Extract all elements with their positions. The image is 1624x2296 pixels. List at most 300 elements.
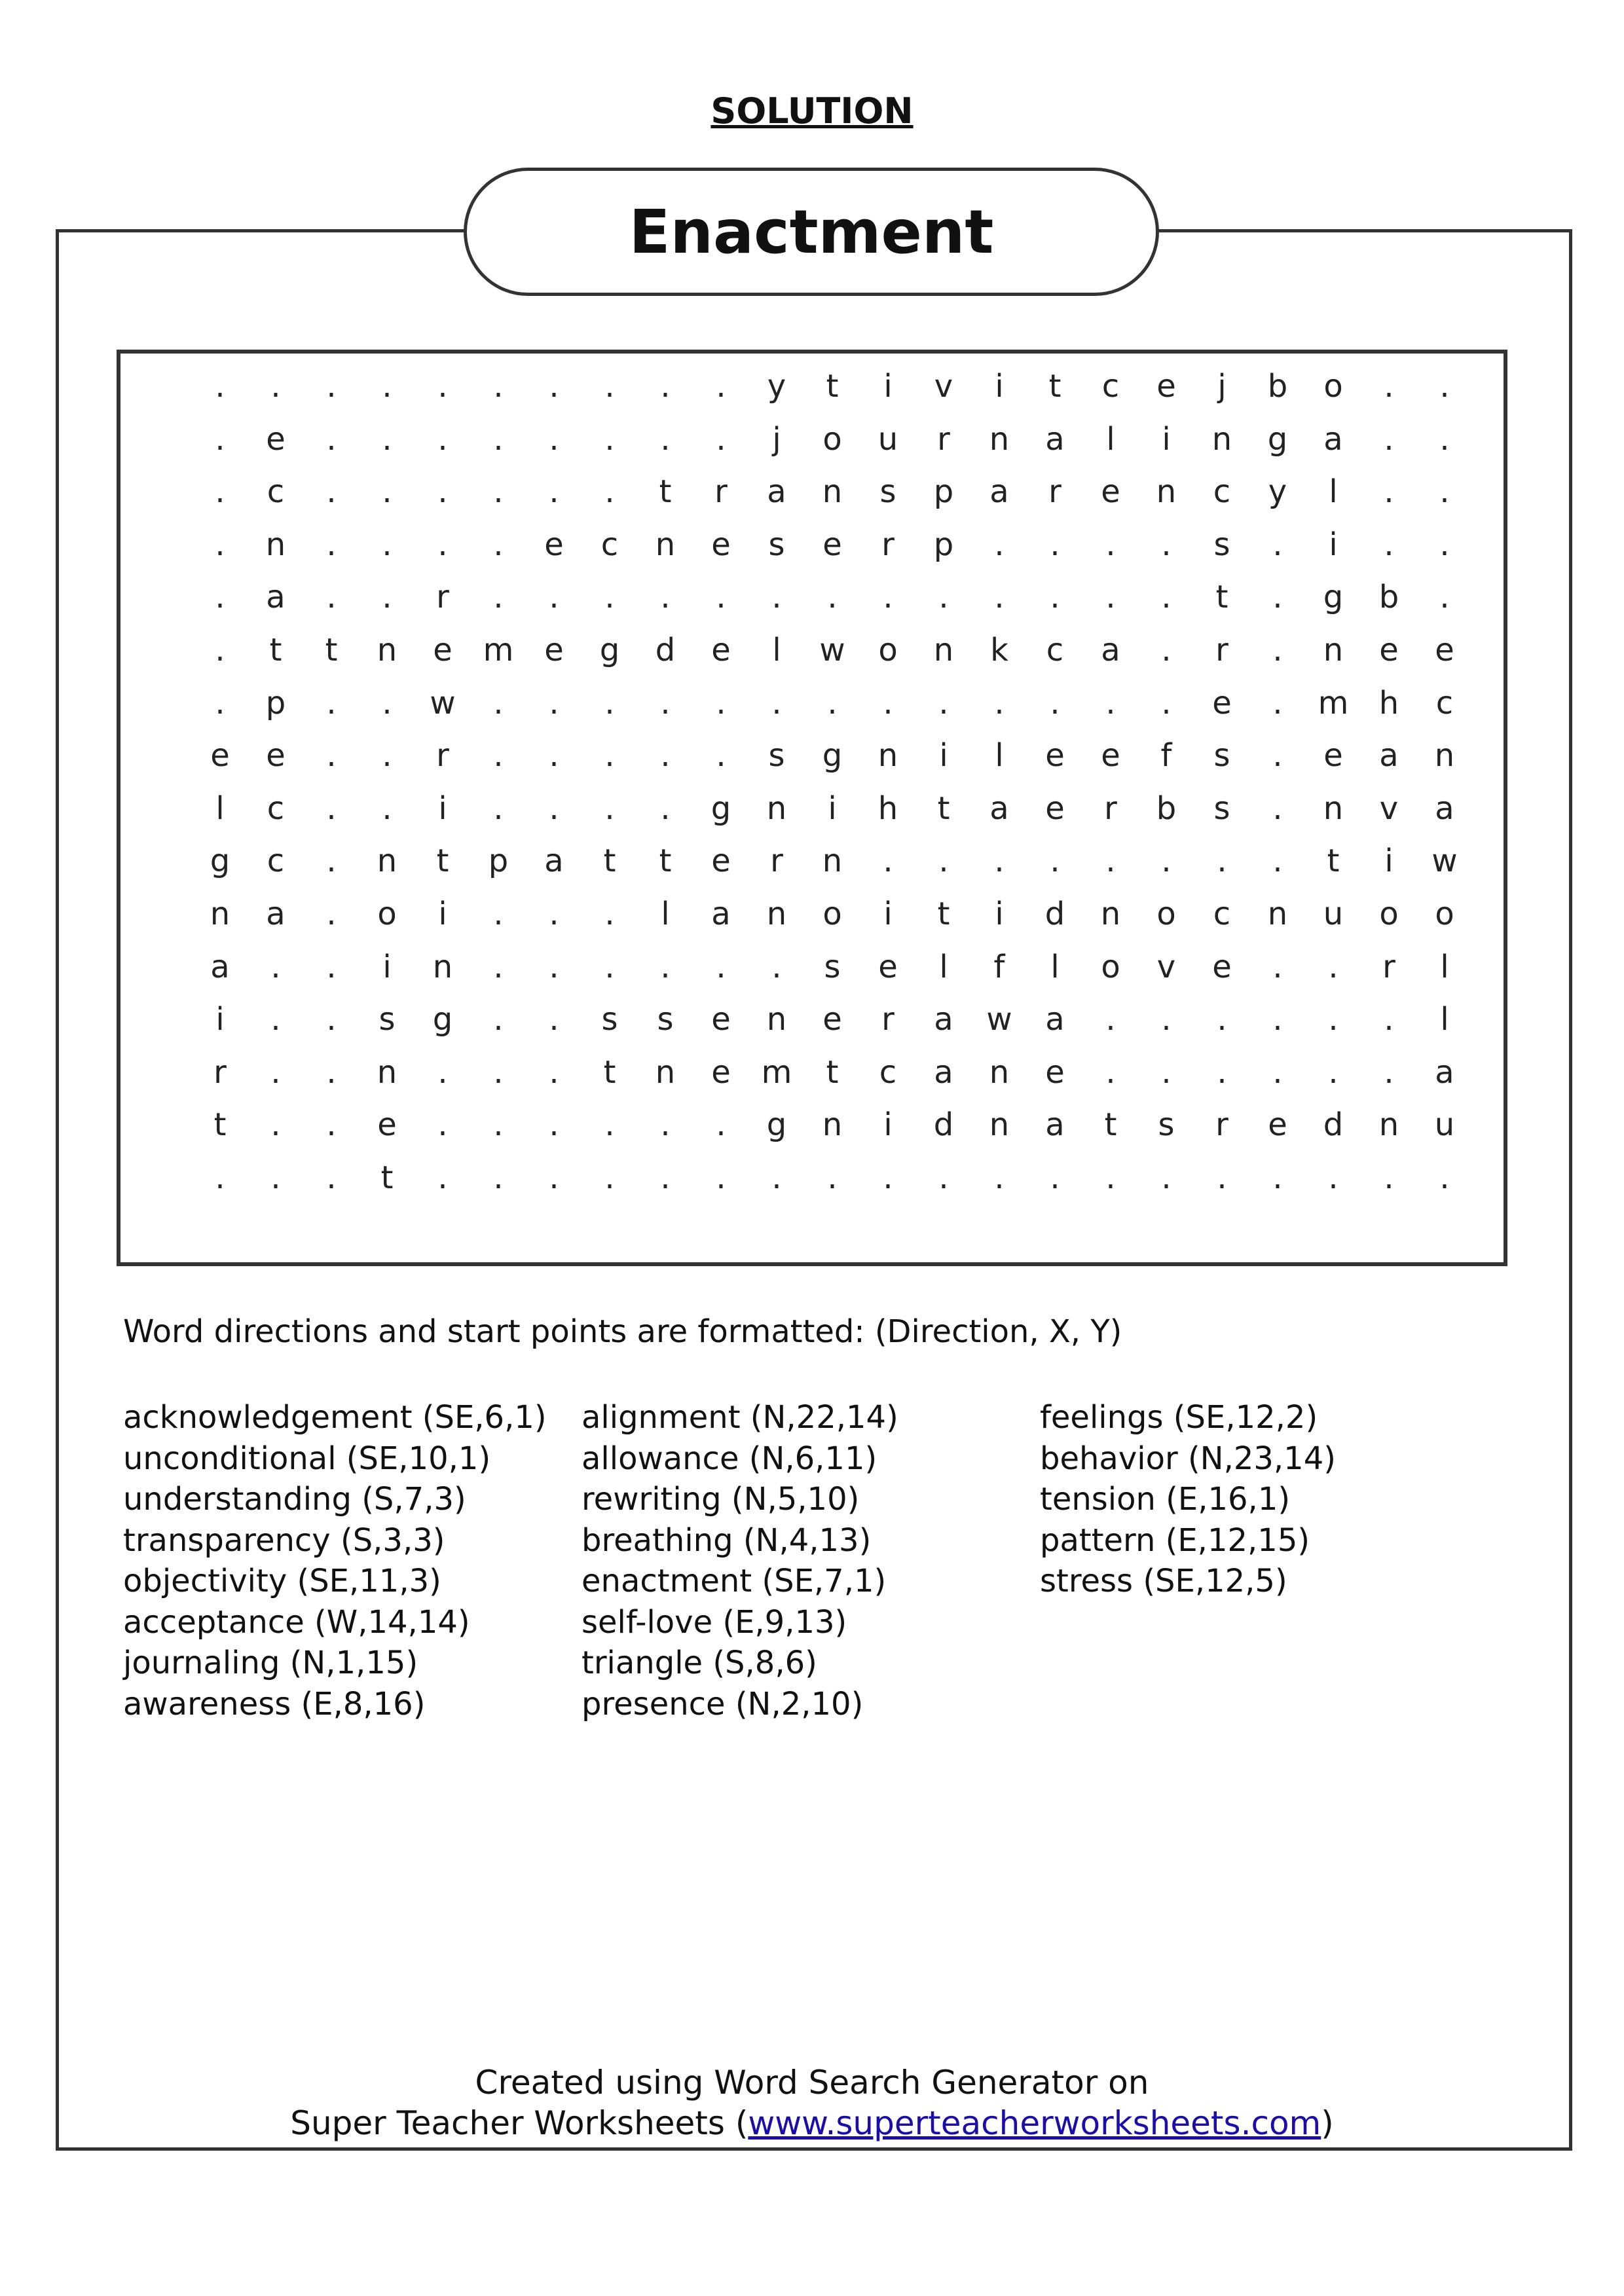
grid-cell: i [828,790,837,827]
grid-cell: . [660,579,671,616]
word-list-column-2 [581,1397,898,1724]
grid-cell: . [716,420,726,458]
grid-cell: . [493,1159,504,1196]
grid-cell: . [1217,843,1227,880]
grid-cell: . [326,790,337,827]
grid-cell: o [878,632,898,668]
grid-cell: . [270,368,281,405]
grid-cell: . [493,1053,504,1091]
grid-cell: . [1105,1001,1116,1038]
grid-cell: t [659,473,672,511]
grid-cell: a [711,896,731,932]
grid-cell: . [660,948,671,985]
grid-cell: e [1156,368,1176,405]
grid-cell: l [215,790,225,827]
grid-cell: . [493,790,504,827]
grid-cell: . [382,737,392,774]
grid-cell: i [1162,420,1171,458]
grid-cell: . [493,684,504,721]
word-list-column-3 [1040,1397,1336,1602]
grid-cell: . [771,948,782,985]
grid-cell: v [934,368,953,405]
grid-cell: n [1100,896,1121,932]
grid-cell: . [382,790,392,827]
grid-cell: . [326,526,337,563]
word-entry: journaling (N,1,15) [123,1645,418,1681]
grid-row [120,782,1561,835]
grid-cell: . [326,579,337,616]
grid-cell: . [827,684,838,721]
grid-cell: e [1212,948,1232,985]
grid-cell: o [822,896,842,932]
grid-cell: d [933,1106,954,1144]
grid-cell: a [767,473,786,511]
grid-row [120,360,1561,412]
grid-cell: o [822,420,842,458]
grid-cell: . [437,1159,448,1196]
grid-cell: . [549,737,559,774]
grid-cell: o [1156,896,1176,932]
grid-cell: . [493,737,504,774]
grid-cell: l [1106,420,1115,458]
word-entry: objectivity (SE,11,3) [123,1563,441,1599]
grid-cell: m [1318,684,1349,721]
grid-cell: . [1384,526,1394,563]
grid-cell: . [215,684,225,721]
grid-cell: s [768,526,785,563]
grid-cell: e [433,632,452,668]
grid-cell: o [1101,948,1120,985]
grid-cell: e [1045,790,1065,827]
grid-cell: . [604,1159,615,1196]
grid-cell: n [655,1053,676,1091]
grid-cell: p [933,473,954,511]
grid-cell: u [1323,896,1344,932]
grid-cell: . [994,684,1005,721]
grid-cell: . [549,948,559,985]
grid-cell: r [1048,473,1061,511]
grid-cell: . [883,684,893,721]
grid-cell: . [326,896,337,932]
grid-cell: t [1327,843,1340,880]
grid-cell: e [544,526,564,563]
grid-cell: e [266,737,286,774]
website-link[interactable]: www.superteacherworksheets.com [748,2104,1321,2142]
word-entry: unconditional (SE,10,1) [123,1440,491,1477]
grid-row [120,835,1561,887]
grid-cell: . [549,1159,559,1196]
grid-row [120,519,1561,571]
grid-cell: i [438,896,447,932]
grid-cell: t [1048,368,1061,405]
grid-cell: i [438,790,447,827]
grid-cell: . [549,1053,559,1091]
grid-cell: t [325,632,338,668]
grid-cell: . [437,1053,448,1091]
grid-cell: r [213,1053,227,1091]
grid-cell: y [1268,473,1287,511]
grid-cell: c [1213,473,1231,511]
grid-cell: f [1160,737,1172,774]
grid-cell: . [326,420,337,458]
grid-cell: . [1439,1159,1450,1196]
grid-cell: r [1215,632,1228,668]
grid-cell: i [883,896,893,932]
grid-cell: . [493,368,504,405]
grid-cell: n [989,420,1010,458]
grid-cell: . [549,1001,559,1038]
grid-cell: l [1440,948,1449,985]
grid-cell: . [1384,1001,1394,1038]
grid-row [120,624,1561,676]
grid-cell: . [1050,1159,1060,1196]
grid-cell: . [326,737,337,774]
grid-cell: a [934,1053,953,1091]
grid-cell: . [1161,579,1172,616]
grid-cell: . [1161,526,1172,563]
grid-cell: . [326,1106,337,1144]
grid-cell: n [989,1106,1010,1144]
grid-cell: . [1050,579,1060,616]
grid-cell: . [1272,1159,1283,1196]
grid-cell: s [378,1001,396,1038]
grid-cell: n [1378,1106,1399,1144]
grid-cell: . [270,1001,281,1038]
grid-cell: o [1435,896,1454,932]
grid-cell: . [1161,684,1172,721]
grid-cell: . [1272,737,1283,774]
grid-cell: . [1217,1001,1227,1038]
grid-cell: . [1439,368,1450,405]
grid-cell: t [213,1106,227,1144]
grid-cell: n [1156,473,1177,511]
grid-cell: e [1323,737,1343,774]
grid-cell: u [877,420,898,458]
grid-row [120,413,1561,465]
grid-cell: . [270,1159,281,1196]
footer-source-line [0,2104,1624,2142]
grid-cell: a [266,579,286,616]
grid-cell: e [878,948,898,985]
grid-cell: i [995,368,1004,405]
grid-cell: . [1105,684,1116,721]
grid-cell: . [326,1053,337,1091]
grid-cell: m [483,632,514,668]
grid-cell: . [994,526,1005,563]
grid-cell: n [1211,420,1232,458]
grid-cell: r [881,1001,895,1038]
grid-cell: l [661,896,670,932]
grid-cell: . [549,368,559,405]
worksheet-title: Enactment [629,196,994,267]
grid-row [120,465,1561,518]
grid-cell: n [1434,737,1455,774]
grid-cell: . [437,1106,448,1144]
grid-cell: . [771,1159,782,1196]
word-entry: transparency (S,3,3) [123,1522,445,1559]
word-entry: allowance (N,6,11) [581,1440,877,1477]
grid-cell: . [827,579,838,616]
grid-cell: r [436,737,449,774]
word-list-column-1 [123,1397,547,1724]
grid-cell: . [215,368,225,405]
grid-cell: n [1267,896,1288,932]
grid-cell: . [215,526,225,563]
grid-cell: g [599,632,620,668]
word-entry: alignment (N,22,14) [581,1399,898,1436]
grid-cell: . [716,737,726,774]
word-entry: awareness (E,8,16) [123,1685,426,1722]
grid-cell: c [600,526,619,563]
grid-cell: . [883,1159,893,1196]
grid-cell: . [660,684,671,721]
grid-cell: y [767,368,786,405]
grid-cell: . [938,1159,949,1196]
grid-cell: e [822,526,842,563]
grid-cell: . [1272,632,1283,668]
grid-cell: n [766,1001,787,1038]
grid-row [120,1152,1561,1204]
grid-cell: n [933,632,954,668]
word-entry: rewriting (N,5,10) [581,1481,860,1518]
grid-cell: j [772,420,781,458]
grid-cell: . [660,1159,671,1196]
grid-cell: . [604,790,615,827]
grid-cell: c [1101,368,1120,405]
grid-cell: c [1435,684,1454,721]
grid-cell: . [604,579,615,616]
grid-cell: i [382,948,392,985]
grid-cell: c [1046,632,1064,668]
grid-cell: e [1045,737,1065,774]
grid-cell: e [1101,473,1120,511]
grid-cell: . [326,948,337,985]
grid-cell: g [432,1001,453,1038]
grid-cell: t [937,790,950,827]
grid-cell: a [1101,632,1120,668]
grid-cell: . [1384,473,1394,511]
grid-cell: n [766,790,787,827]
grid-cell: . [437,526,448,563]
footer-credit-line: Created using Word Search Generator on [475,2064,1149,2102]
grid-cell: n [377,632,397,668]
grid-cell: . [270,948,281,985]
footer-suffix: ) [1321,2104,1334,2142]
grid-cell: . [382,420,392,458]
grid-cell: . [1161,632,1172,668]
grid-cell: . [1272,948,1283,985]
word-entry: presence (N,2,10) [581,1685,864,1722]
grid-cell: . [604,896,615,932]
grid-row [120,993,1561,1046]
grid-cell: . [549,579,559,616]
grid-cell: a [1045,1106,1065,1144]
word-entry: breathing (N,4,13) [581,1522,872,1559]
grid-cell: b [1267,368,1288,405]
grid-cell: . [827,1159,838,1196]
grid-cell: a [1435,790,1454,827]
grid-cell: p [933,526,954,563]
grid-cell: . [1272,579,1283,616]
grid-cell: o [1379,896,1399,932]
grid-cell: t [1104,1106,1117,1144]
grid-cell: . [938,684,949,721]
grid-row [120,1046,1561,1099]
grid-cell: e [711,843,731,880]
grid-cell: l [772,632,781,668]
grid-cell: . [771,684,782,721]
grid-cell: . [1384,368,1394,405]
grid-cell: l [1329,473,1338,511]
grid-cell: . [716,368,726,405]
letter-grid [117,350,1507,1266]
grid-cell: . [1161,843,1172,880]
grid-cell: s [601,1001,618,1038]
grid-cell: t [603,1053,616,1091]
grid-cell: . [437,473,448,511]
word-entry: behavior (N,23,14) [1040,1440,1336,1477]
grid-cell: g [1267,420,1288,458]
grid-cell: . [382,526,392,563]
grid-row [120,677,1561,729]
grid-cell: d [1323,1106,1344,1144]
grid-cell: . [604,948,615,985]
grid-cell: s [768,737,785,774]
word-entry: self-love (E,9,13) [581,1603,847,1641]
grid-cell: e [711,526,731,563]
grid-cell: . [604,1106,615,1144]
grid-cell: . [437,368,448,405]
grid-cell: . [1105,1053,1116,1091]
word-entry: enactment (SE,7,1) [581,1563,887,1599]
grid-cell: s [657,1001,674,1038]
grid-cell: . [326,684,337,721]
grid-cell: h [1378,684,1399,721]
grid-cell: . [883,579,893,616]
grid-cell: . [270,1106,281,1144]
word-entry: stress (SE,12,5) [1040,1563,1287,1599]
grid-cell: m [761,1053,792,1091]
grid-cell: . [1272,1053,1283,1091]
grid-cell: . [493,526,504,563]
grid-cell: a [1045,420,1065,458]
grid-cell: . [326,473,337,511]
grid-cell: s [1213,526,1230,563]
word-entry: feelings (SE,12,2) [1040,1399,1318,1436]
grid-cell: . [549,1106,559,1144]
grid-cell: n [377,843,397,880]
grid-cell: . [1217,1159,1227,1196]
footer-prefix: Super Teacher Worksheets ( [290,2104,748,2142]
grid-cell: . [326,368,337,405]
grid-cell: a [1323,420,1343,458]
grid-cell: v [1156,948,1176,985]
grid-cell: p [265,684,286,721]
grid-cell: . [382,368,392,405]
grid-cell: s [1213,790,1230,827]
grid-cell: n [877,737,898,774]
grid-cell: . [1328,1053,1338,1091]
grid-cell: . [493,420,504,458]
grid-cell: g [710,790,731,827]
grid-cell: . [1384,1159,1394,1196]
grid-cell: a [1045,1001,1065,1038]
grid-cell: c [267,843,285,880]
grid-cell: . [604,368,615,405]
grid-cell: . [604,684,615,721]
grid-cell: a [989,790,1009,827]
grid-cell: . [493,948,504,985]
grid-cell: . [1384,1053,1394,1091]
grid-cell: . [549,790,559,827]
grid-cell: . [716,1159,726,1196]
grid-cell: i [883,368,893,405]
grid-cell: . [549,420,559,458]
grid-cell: . [771,579,782,616]
grid-cell: d [655,632,676,668]
grid-cell: e [1212,684,1232,721]
grid-cell: . [1328,948,1338,985]
grid-cell: . [1272,526,1283,563]
grid-cell: b [1156,790,1177,827]
grid-cell: o [377,896,397,932]
grid-row [120,888,1561,940]
grid-cell: e [377,1106,397,1144]
grid-cell: . [1328,1159,1338,1196]
grid-cell: t [1215,579,1228,616]
grid-cell: . [493,1106,504,1144]
grid-cell: s [824,948,841,985]
grid-cell: t [603,843,616,880]
grid-cell: j [1217,368,1227,405]
grid-cell: n [210,896,231,932]
grid-cell: e [1435,632,1454,668]
grid-cell: t [937,896,950,932]
grid-cell: e [711,632,731,668]
grid-cell: . [1272,1001,1283,1038]
grid-cell: c [1213,896,1231,932]
grid-cell: . [604,420,615,458]
grid-cell: n [432,948,453,985]
grid-cell: r [770,843,783,880]
word-entry: understanding (S,7,3) [123,1481,466,1518]
grid-cell: . [660,790,671,827]
grid-cell: i [1384,843,1393,880]
grid-cell: a [1435,1053,1454,1091]
grid-cell: e [1379,632,1399,668]
grid-cell: t [269,632,282,668]
grid-cell: . [382,579,392,616]
grid-cell: w [819,632,845,668]
grid-cell: n [377,1053,397,1091]
grid-cell: t [659,843,672,880]
grid-cell: g [1323,579,1344,616]
grid-cell: i [1329,526,1338,563]
grid-cell: n [655,526,676,563]
grid-cell: e [266,420,286,458]
word-entry: tension (E,16,1) [1040,1481,1291,1518]
grid-cell: l [939,948,948,985]
grid-cell: a [544,843,564,880]
grid-cell: l [1440,1001,1449,1038]
grid-cell: b [1378,579,1399,616]
grid-cell: g [766,1106,787,1144]
grid-cell: r [714,473,728,511]
grid-cell: . [215,420,225,458]
grid-row [120,571,1561,623]
grid-cell: c [267,473,285,511]
grid-cell: . [716,579,726,616]
